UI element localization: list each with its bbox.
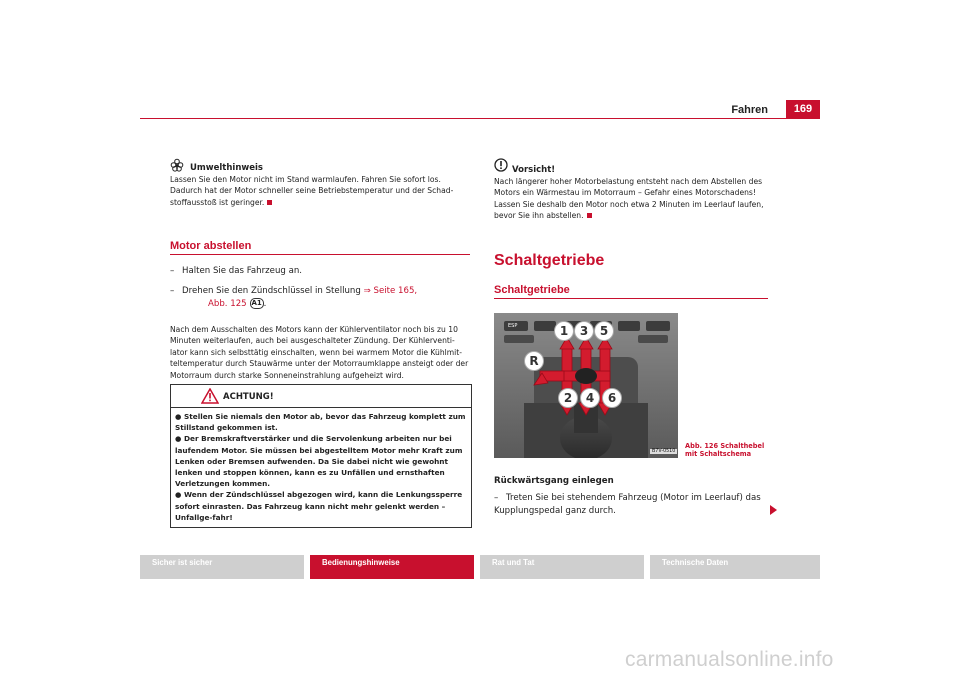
subsection-title: Schaltgetriebe (494, 284, 570, 296)
subsection-rule (494, 298, 768, 299)
warning-body (175, 411, 467, 523)
figure-ref-link[interactable]: Abb. 125 (208, 299, 247, 309)
flower-icon (170, 158, 184, 172)
warning-triangle-icon (201, 388, 219, 404)
footer-tab-rat[interactable]: Rat und Tat (480, 555, 644, 579)
warning-title: ACHTUNG! (223, 392, 274, 402)
caution-icon (494, 158, 508, 172)
footer-tab-bedienung[interactable]: Bedienungshinweise (310, 555, 474, 579)
footer-tab-sicher[interactable]: Sicher ist sicher (140, 555, 304, 579)
callout-badge-a1: A1 (251, 299, 262, 307)
env-note-title: Umwelthinweis (190, 163, 263, 173)
caution-text: Nach längerer hoher Motorbelastung entsteht nach dem Abstellen des Motors ein Wärmestau im Motorraum – Gefahr eines Motorschadens! Lassen Sie deshalb den Motor noch etwa 2 Minuten im Leerlauf laufen, bevor Sie ihn abstellen. (494, 177, 764, 221)
cooling-fan-paragraph: Nach dem Ausschalten des Motors kann der Kühlerventilator noch bis zu 10 Minuten weiterlaufen, auch bei ausgeschalteter Zündung. Der Kühlerventi-lator kann sich selbsttätig einschalten, wenn bei warmem Motor die Kühlmit-teltemperatur durch Stauwärme unter der Motorraumklappe ansteigt oder der Motorraum durch starke Sonneneinstrahlung aufgeheizt wird. (170, 325, 469, 380)
warning-box (170, 384, 472, 528)
watermark: carmanualsonline.info (625, 648, 834, 671)
warning-item: ● Stellen Sie niemals den Motor ab, bevor das Fahrzeug komplett zum Stillstand gekommen ist. (175, 412, 466, 433)
section-title: Motor abstellen (170, 240, 252, 252)
gear-label-1: 1 (554, 321, 574, 341)
reverse-gear-step: – Treten Sie bei stehendem Fahrzeug (Motor im Leerlauf) das Kupplungspedal ganz durch. (494, 493, 761, 516)
gear-label-3: 3 (574, 321, 594, 341)
footer-tab-technik[interactable]: Technische Daten (650, 555, 820, 579)
reverse-gear-title: Rückwärtsgang einlegen (494, 476, 614, 486)
continue-arrow-icon (770, 505, 777, 515)
figure-caption: Abb. 126 Schalthebel mit Schaltschema (685, 442, 765, 458)
chapter-title: Schaltgetriebe (494, 252, 605, 269)
esp-label: ESP (508, 323, 518, 329)
caution-title: Vorsicht! (512, 165, 556, 175)
gear-label-6: 6 (602, 388, 622, 408)
warning-item: ● Der Bremskraftverstärker und die Servolenkung arbeiten nur bei laufendem Motor. Sie müssen bei abgestelltem Motor mehr Kraft zum Lenken oder Bremsen aufwenden. Da Sie dabei nicht wie gewohnt lenken und stoppen können, kann es zu Unfällen und ernsthaften Verletzungen kommen. (175, 434, 463, 489)
gear-shift-figure (494, 313, 678, 458)
step-1: – Halten Sie das Fahrzeug an. (170, 266, 303, 276)
gear-label-5: 5 (594, 321, 614, 341)
page-number: 169 (786, 100, 820, 118)
page-ref-link[interactable]: ⇒ Seite 165, (363, 286, 418, 296)
gear-label-4: 4 (580, 388, 600, 408)
step-2: – Drehen Sie den Zündschlüssel in Stellung ⇒ Seite 165, Abb. 125 A1 . (170, 286, 418, 309)
section-rule (170, 254, 470, 255)
end-marker (267, 200, 272, 205)
end-marker (587, 213, 592, 218)
gear-label-r: R (524, 351, 544, 371)
env-note-text: Lassen Sie den Motor nicht im Stand warmlaufen. Fahren Sie sofort los. Dadurch hat der Motor schneller seine Betriebstemperatur und der Schad-stoffausstoß ist geringer. (170, 175, 454, 207)
running-header-title: Fahren (731, 104, 768, 116)
figure-code: B7V-0510 (652, 449, 676, 454)
gear-label-2: 2 (558, 388, 578, 408)
header-rule (140, 118, 820, 119)
warning-item: ● Wenn der Zündschlüssel abgezogen wird, kann die Lenkungssperre sofort einrasten. Das Fahrzeug kann nicht mehr gelenkt werden – Unfallge-fahr! (175, 490, 463, 522)
warning-rule (171, 407, 471, 408)
